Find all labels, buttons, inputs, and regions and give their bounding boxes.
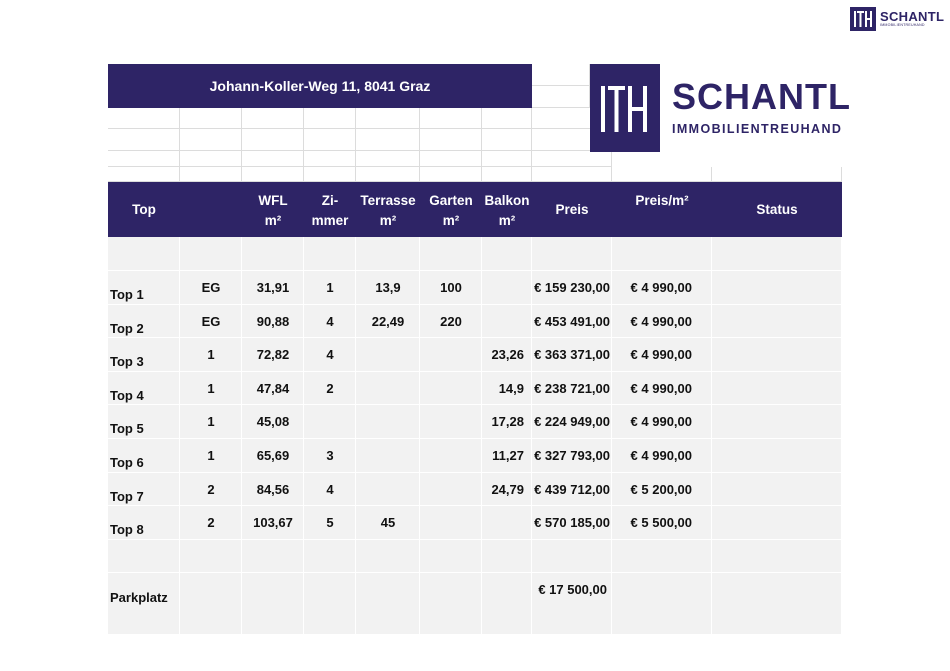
grid-cell bbox=[180, 151, 242, 167]
grid-cell bbox=[356, 573, 420, 635]
header-status: Status bbox=[756, 201, 798, 217]
row-zimmer: 5 bbox=[326, 515, 334, 531]
row-status bbox=[712, 379, 842, 399]
corner-brand-subtitle: IMMOBILIENTREUHAND bbox=[880, 23, 925, 28]
grid-cell bbox=[532, 540, 612, 574]
row-terrasse bbox=[356, 379, 420, 399]
header-top: Top bbox=[132, 201, 156, 217]
row-wfl: 72,82 bbox=[256, 347, 290, 363]
grid-cell bbox=[482, 573, 532, 635]
grid-cell bbox=[356, 540, 420, 574]
row-terrasse bbox=[356, 412, 420, 432]
parking-label: Parkplatz bbox=[110, 590, 168, 605]
row-preis: € 238 721,00 bbox=[534, 380, 610, 396]
row-wfl: 90,88 bbox=[256, 313, 290, 329]
header-balkon bbox=[482, 182, 532, 237]
row-terrasse bbox=[356, 480, 420, 500]
grid-cell bbox=[420, 108, 482, 129]
grid-cell bbox=[612, 540, 712, 574]
grid-cell bbox=[532, 167, 612, 182]
row-garten bbox=[420, 412, 482, 432]
row-preis-m2: € 4 990,00 bbox=[630, 313, 692, 329]
row-preis-m2: € 4 990,00 bbox=[630, 347, 692, 363]
row-floor: 2 bbox=[207, 515, 215, 531]
address-title: Johann-Koller-Weg 11, 8041 Graz bbox=[108, 64, 532, 108]
header-balkon-line2: m² bbox=[498, 213, 516, 228]
row-garten bbox=[420, 379, 482, 399]
row-status bbox=[712, 513, 842, 533]
row-balkon: 23,26 bbox=[491, 347, 524, 363]
row-terrasse bbox=[356, 446, 420, 466]
grid-cell bbox=[356, 167, 420, 182]
row-status bbox=[712, 446, 842, 466]
header-terrasse-line1: Terrasse bbox=[360, 193, 416, 208]
grid-cell bbox=[356, 151, 420, 167]
grid-cell bbox=[180, 108, 242, 129]
grid-cell bbox=[532, 151, 612, 167]
row-balkon: 14,9 bbox=[498, 380, 524, 396]
grid-cell bbox=[532, 86, 590, 108]
logo-mark-icon bbox=[850, 7, 876, 31]
row-wfl: 103,67 bbox=[253, 515, 293, 531]
row-balkon bbox=[482, 513, 524, 533]
row-garten: 100 bbox=[440, 280, 462, 295]
row-terrasse: 45 bbox=[380, 515, 396, 531]
grid-cell bbox=[356, 108, 420, 129]
grid-cell bbox=[712, 573, 842, 635]
row-balkon: 24,79 bbox=[491, 481, 524, 497]
grid-cell bbox=[420, 129, 482, 151]
row-status bbox=[712, 312, 842, 332]
header-preis: Preis bbox=[555, 201, 589, 217]
row-top-label: Top 2 bbox=[110, 320, 144, 336]
row-garten bbox=[420, 480, 482, 500]
row-wfl: 47,84 bbox=[256, 380, 290, 396]
row-top-label: Top 8 bbox=[110, 522, 144, 538]
row-preis-m2: € 4 990,00 bbox=[630, 448, 692, 463]
grid-cell bbox=[420, 167, 482, 182]
row-floor: EG bbox=[201, 280, 221, 295]
row-balkon: 11,27 bbox=[492, 448, 524, 463]
row-preis: € 159 230,00 bbox=[534, 280, 610, 295]
row-garten: 220 bbox=[440, 313, 462, 329]
grid-cell bbox=[482, 540, 532, 574]
parking-preis: € 17 500,00 bbox=[538, 582, 607, 597]
row-top-label: Top 1 bbox=[110, 287, 144, 302]
grid-cell bbox=[180, 129, 242, 151]
row-preis: € 570 185,00 bbox=[534, 515, 610, 531]
row-zimmer: 4 bbox=[326, 481, 334, 497]
grid-cell bbox=[612, 167, 712, 182]
row-preis: € 363 371,00 bbox=[534, 347, 610, 363]
grid-cell bbox=[304, 129, 356, 151]
grid-cell bbox=[532, 64, 590, 86]
grid-cell bbox=[356, 237, 420, 271]
header-garten-line2: m² bbox=[442, 213, 460, 228]
grid-cell bbox=[180, 237, 242, 271]
grid-cell bbox=[304, 167, 356, 182]
grid-cell bbox=[356, 129, 420, 151]
grid-cell bbox=[532, 237, 612, 271]
row-zimmer: 3 bbox=[326, 448, 334, 463]
grid-cell bbox=[180, 540, 242, 574]
row-zimmer: 2 bbox=[326, 380, 334, 396]
grid-cell bbox=[420, 573, 482, 635]
row-wfl: 45,08 bbox=[256, 414, 290, 430]
row-garten bbox=[420, 345, 482, 365]
grid-cell bbox=[242, 151, 304, 167]
row-preis: € 453 491,00 bbox=[534, 313, 610, 329]
row-terrasse: 22,49 bbox=[371, 313, 405, 329]
row-zimmer: 1 bbox=[326, 280, 334, 295]
row-floor: 1 bbox=[207, 448, 215, 463]
header-wfl bbox=[242, 182, 304, 237]
row-top-label: Top 5 bbox=[110, 421, 144, 437]
row-status bbox=[712, 278, 842, 298]
header-terrasse bbox=[356, 182, 420, 237]
corner-brand-name: SCHANTL bbox=[880, 9, 945, 25]
brand-name: SCHANTL bbox=[672, 76, 851, 117]
grid-cell bbox=[712, 540, 842, 574]
grid-cell bbox=[242, 573, 304, 635]
grid-cell bbox=[242, 129, 304, 151]
grid-cell bbox=[420, 151, 482, 167]
row-preis: € 224 949,00 bbox=[534, 414, 610, 430]
row-preis-m2: € 4 990,00 bbox=[630, 414, 692, 430]
grid-cell bbox=[482, 129, 532, 151]
header-garten bbox=[420, 182, 482, 237]
row-terrasse: 13,9 bbox=[375, 280, 401, 295]
row-top-label: Top 7 bbox=[110, 488, 144, 504]
grid-cell bbox=[108, 167, 180, 182]
grid-cell bbox=[108, 129, 180, 151]
grid-cell bbox=[612, 573, 712, 635]
row-preis: € 327 793,00 bbox=[534, 448, 610, 463]
grid-cell bbox=[482, 151, 532, 167]
grid-cell bbox=[482, 167, 532, 182]
row-preis-m2: € 4 990,00 bbox=[630, 380, 692, 396]
brand-subtitle: IMMOBILIENTREUHAND bbox=[672, 122, 843, 136]
grid-cell bbox=[712, 237, 842, 271]
row-floor: 1 bbox=[207, 414, 215, 430]
grid-cell bbox=[242, 167, 304, 182]
grid-cell bbox=[304, 573, 356, 635]
row-preis: € 439 712,00 bbox=[534, 481, 610, 497]
row-garten bbox=[420, 513, 482, 533]
grid-cell bbox=[304, 151, 356, 167]
header-zimmer-line2: mmer bbox=[311, 213, 349, 228]
row-preis-m2: € 5 500,00 bbox=[630, 515, 692, 531]
row-preis-m2: € 5 200,00 bbox=[630, 481, 692, 497]
row-wfl: 84,56 bbox=[256, 481, 290, 497]
row-floor: 2 bbox=[207, 481, 215, 497]
grid-cell bbox=[242, 237, 304, 271]
row-zimmer: 4 bbox=[326, 347, 334, 363]
header-balkon-line1: Balkon bbox=[484, 193, 530, 208]
grid-cell bbox=[420, 237, 482, 271]
row-wfl: 31,91 bbox=[256, 280, 290, 295]
row-zimmer bbox=[304, 412, 356, 432]
header-preis-m2: Preis/m² bbox=[635, 193, 689, 208]
header-wfl-line1: WFL bbox=[258, 193, 288, 208]
row-terrasse bbox=[356, 345, 420, 365]
row-floor: 1 bbox=[207, 347, 215, 363]
header-terrasse-line2: m² bbox=[379, 213, 397, 228]
row-top-label: Top 6 bbox=[110, 455, 144, 470]
grid-cell bbox=[180, 167, 242, 182]
row-status bbox=[712, 480, 842, 500]
header-zimmer bbox=[304, 182, 356, 237]
row-balkon bbox=[482, 278, 524, 298]
logo-mark-icon bbox=[590, 64, 660, 152]
row-balkon: 17,28 bbox=[491, 414, 524, 430]
grid-cell bbox=[420, 540, 482, 574]
grid-cell bbox=[108, 108, 180, 129]
row-top-label: Top 4 bbox=[110, 387, 144, 403]
row-floor: EG bbox=[201, 313, 221, 329]
big-logo bbox=[590, 64, 851, 152]
grid-cell bbox=[108, 151, 180, 167]
header-zimmer-line1: Zi- bbox=[321, 193, 339, 208]
row-wfl: 65,69 bbox=[256, 448, 290, 463]
row-floor: 1 bbox=[207, 380, 215, 396]
grid-cell bbox=[482, 237, 532, 271]
grid-cell bbox=[242, 540, 304, 574]
grid-cell bbox=[482, 108, 532, 129]
grid-cell bbox=[108, 540, 180, 574]
corner-logo bbox=[850, 6, 944, 32]
row-preis-m2: € 4 990,00 bbox=[630, 280, 692, 295]
grid-cell bbox=[304, 540, 356, 574]
row-zimmer: 4 bbox=[326, 313, 334, 329]
header-wfl-line2: m² bbox=[264, 213, 282, 228]
grid-cell bbox=[612, 237, 712, 271]
header-garten-line1: Garten bbox=[429, 193, 473, 208]
row-garten bbox=[420, 446, 482, 466]
grid-cell bbox=[712, 167, 842, 182]
row-status bbox=[712, 412, 842, 432]
grid-cell bbox=[242, 108, 304, 129]
grid-cell bbox=[108, 237, 180, 271]
grid-cell bbox=[304, 108, 356, 129]
row-status bbox=[712, 345, 842, 365]
row-top-label: Top 3 bbox=[110, 354, 144, 370]
row-balkon bbox=[482, 312, 524, 332]
grid-cell bbox=[304, 237, 356, 271]
